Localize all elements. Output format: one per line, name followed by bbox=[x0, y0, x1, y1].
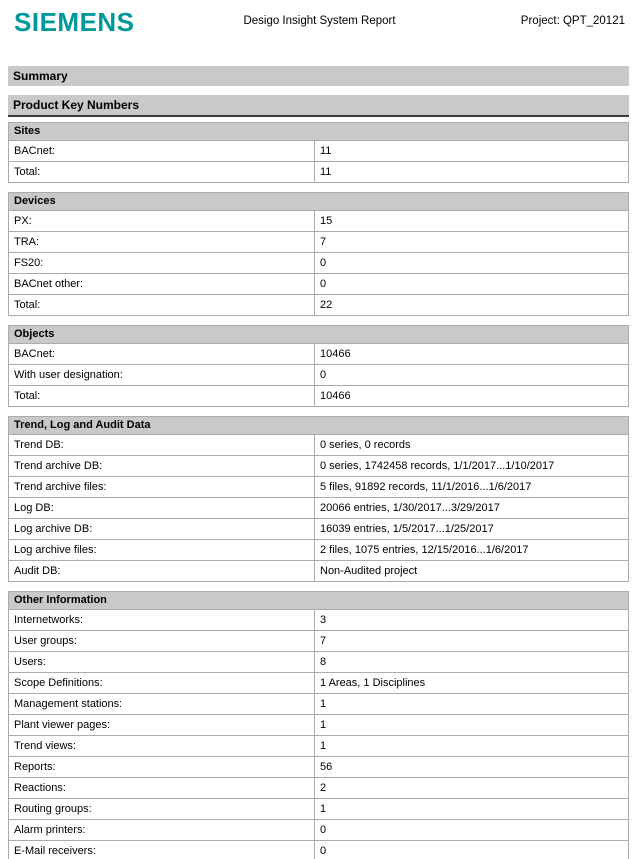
table-row bbox=[9, 610, 629, 631]
row-label: Alarm printers: bbox=[9, 820, 315, 841]
row-label: Scope Definitions: bbox=[9, 673, 315, 694]
table-section-title: Objects bbox=[9, 326, 629, 344]
row-value: 10466 bbox=[315, 344, 629, 365]
row-value: 0 bbox=[315, 274, 629, 295]
row-label: Trend views: bbox=[9, 736, 315, 757]
table-row bbox=[9, 295, 629, 316]
summary-section-bar: Summary bbox=[8, 66, 629, 86]
table-header-row bbox=[9, 326, 629, 344]
table-row bbox=[9, 498, 629, 519]
table-row bbox=[9, 540, 629, 561]
row-label: Total: bbox=[9, 386, 315, 407]
row-value: 56 bbox=[315, 757, 629, 778]
row-label: User groups: bbox=[9, 631, 315, 652]
row-value: 0 bbox=[315, 820, 629, 841]
report-table bbox=[8, 192, 629, 316]
row-value: 20066 entries, 1/30/2017...3/29/2017 bbox=[315, 498, 629, 519]
table-header-row bbox=[9, 592, 629, 610]
table-row bbox=[9, 162, 629, 183]
row-label: Trend archive files: bbox=[9, 477, 315, 498]
table-row bbox=[9, 715, 629, 736]
row-label: Trend DB: bbox=[9, 435, 315, 456]
row-value: 0 series, 0 records bbox=[315, 435, 629, 456]
siemens-logo: SIEMENS bbox=[14, 7, 135, 37]
table-row bbox=[9, 652, 629, 673]
table-row bbox=[9, 694, 629, 715]
row-label: Log archive files: bbox=[9, 540, 315, 561]
row-label: Plant viewer pages: bbox=[9, 715, 315, 736]
row-value: 15 bbox=[315, 211, 629, 232]
row-value: 2 bbox=[315, 778, 629, 799]
row-value: 10466 bbox=[315, 386, 629, 407]
row-value: 7 bbox=[315, 232, 629, 253]
table-section-title: Other Information bbox=[9, 592, 629, 610]
row-label: BACnet: bbox=[9, 141, 315, 162]
product-key-numbers-section-bar: Product Key Numbers bbox=[8, 95, 629, 117]
row-value: 22 bbox=[315, 295, 629, 316]
row-value: 8 bbox=[315, 652, 629, 673]
row-label: Total: bbox=[9, 295, 315, 316]
table-row bbox=[9, 232, 629, 253]
row-value: 5 files, 91892 records, 11/1/2016...1/6/2017 bbox=[315, 477, 629, 498]
report-header bbox=[0, 0, 637, 38]
table-row bbox=[9, 778, 629, 799]
table-section-title: Trend, Log and Audit Data bbox=[9, 417, 629, 435]
row-value: 16039 entries, 1/5/2017...1/25/2017 bbox=[315, 519, 629, 540]
row-value: 0 bbox=[315, 841, 629, 859]
table-row bbox=[9, 456, 629, 477]
table-row bbox=[9, 561, 629, 582]
table-row bbox=[9, 141, 629, 162]
row-label: Reports: bbox=[9, 757, 315, 778]
row-value: 3 bbox=[315, 610, 629, 631]
row-label: Trend archive DB: bbox=[9, 456, 315, 477]
row-label: Log DB: bbox=[9, 498, 315, 519]
table-header-row bbox=[9, 123, 629, 141]
row-label: BACnet other: bbox=[9, 274, 315, 295]
report-table bbox=[8, 325, 629, 407]
row-label: Management stations: bbox=[9, 694, 315, 715]
project-label: Project: QPT_20121 bbox=[520, 15, 625, 27]
table-header-row bbox=[9, 417, 629, 435]
row-label: Log archive DB: bbox=[9, 519, 315, 540]
table-row bbox=[9, 519, 629, 540]
row-value: 7 bbox=[315, 631, 629, 652]
row-label: With user designation: bbox=[9, 365, 315, 386]
table-row bbox=[9, 799, 629, 820]
row-label: PX: bbox=[9, 211, 315, 232]
report-table bbox=[8, 122, 629, 183]
row-label: Total: bbox=[9, 162, 315, 183]
table-row bbox=[9, 841, 629, 859]
row-value: 1 bbox=[315, 799, 629, 820]
table-row bbox=[9, 274, 629, 295]
table-row bbox=[9, 631, 629, 652]
row-label: Audit DB: bbox=[9, 561, 315, 582]
table-section-title: Sites bbox=[9, 123, 629, 141]
table-row bbox=[9, 673, 629, 694]
row-value: 0 series, 1742458 records, 1/1/2017...1/10/2017 bbox=[315, 456, 629, 477]
table-row bbox=[9, 344, 629, 365]
row-label: FS20: bbox=[9, 253, 315, 274]
row-label: TRA: bbox=[9, 232, 315, 253]
table-row bbox=[9, 820, 629, 841]
tables-container bbox=[8, 122, 629, 859]
table-section-title: Devices bbox=[9, 193, 629, 211]
row-value: 0 bbox=[315, 253, 629, 274]
row-value: 11 bbox=[315, 141, 629, 162]
table-row bbox=[9, 211, 629, 232]
row-value: 1 bbox=[315, 715, 629, 736]
table-header-row bbox=[9, 193, 629, 211]
row-label: Users: bbox=[9, 652, 315, 673]
row-label: Routing groups: bbox=[9, 799, 315, 820]
row-value: 1 bbox=[315, 736, 629, 757]
table-row bbox=[9, 365, 629, 386]
table-row bbox=[9, 757, 629, 778]
row-value: 2 files, 1075 entries, 12/15/2016...1/6/2017 bbox=[315, 540, 629, 561]
row-label: Reactions: bbox=[9, 778, 315, 799]
row-value: 0 bbox=[315, 365, 629, 386]
row-value: 1 bbox=[315, 694, 629, 715]
table-row bbox=[9, 386, 629, 407]
table-row bbox=[9, 477, 629, 498]
table-row bbox=[9, 253, 629, 274]
table-row bbox=[9, 736, 629, 757]
row-value: 11 bbox=[315, 162, 629, 183]
row-label: Internetworks: bbox=[9, 610, 315, 631]
row-label: BACnet: bbox=[9, 344, 315, 365]
report-title: Desigo Insight System Report bbox=[243, 15, 396, 27]
row-value: 1 Areas, 1 Disciplines bbox=[315, 673, 629, 694]
row-value: Non-Audited project bbox=[315, 561, 629, 582]
report-table bbox=[8, 416, 629, 582]
row-label: E-Mail receivers: bbox=[9, 841, 315, 859]
table-row bbox=[9, 435, 629, 456]
report-table bbox=[8, 591, 629, 859]
